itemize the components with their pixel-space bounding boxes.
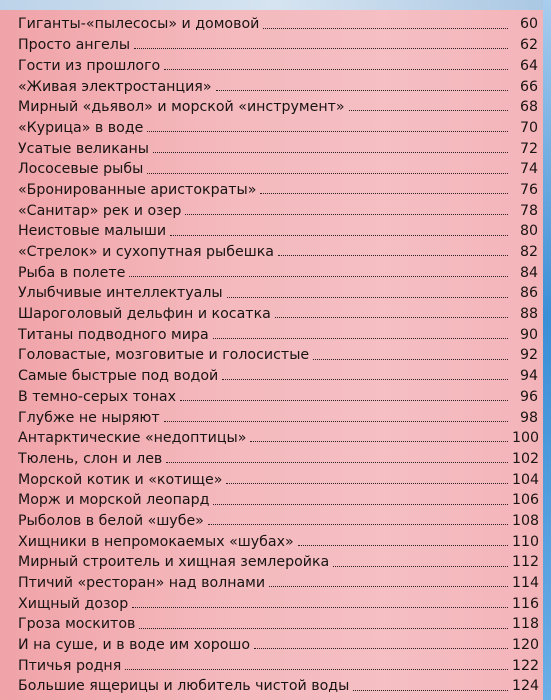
toc-entry-page-number: 106: [512, 492, 540, 509]
toc-entry-title: Самые быстрые под водой: [18, 368, 219, 385]
toc-entry: [18, 218, 538, 239]
toc-entry: [18, 508, 538, 529]
top-decorative-strip: [0, 0, 551, 10]
toc-entry: [18, 404, 538, 425]
toc-entry-title: Хищный дозор: [18, 595, 129, 612]
toc-entry-title: Рыболов в белой «шубе»: [18, 512, 204, 529]
toc-entry: [18, 570, 538, 591]
toc-entry-title: Мирный «дьявол» и морской «инструмент»: [18, 99, 345, 116]
toc-entry-title: «Санитар» рек и озер: [18, 202, 182, 219]
table-of-contents: [18, 11, 538, 694]
toc-entry-title: Птичья родня: [18, 657, 122, 674]
toc-entry-title: И на суше, и в воде им хорошо: [18, 637, 251, 654]
toc-entry: [18, 425, 538, 446]
toc-entry-page-number: 124: [512, 678, 540, 695]
dot-leader: [134, 47, 508, 49]
dot-leader: [125, 668, 508, 670]
toc-entry-title: Гости из прошлого: [18, 57, 161, 74]
toc-entry-page-number: 112: [512, 554, 540, 571]
toc-entry-page-number: 110: [512, 533, 540, 550]
toc-entry-page-number: 66: [519, 78, 538, 95]
toc-entry: [18, 445, 538, 466]
toc-entry-title: Большие ящерицы и любитель чистой воды: [18, 678, 350, 695]
dot-leader: [269, 585, 508, 587]
toc-entry-page-number: 114: [512, 575, 540, 592]
toc-entry-page-number: 90: [519, 326, 538, 343]
toc-entry: [18, 73, 538, 94]
dot-leader: [260, 192, 508, 194]
toc-entry: [18, 11, 538, 32]
dot-leader: [353, 689, 508, 691]
toc-entry-title: Тюлень, слон и лев: [18, 450, 163, 467]
toc-entry-title: Неистовые малыши: [18, 223, 167, 240]
dot-leader: [227, 296, 508, 298]
toc-entry-title: «Стрелок» и сухопутная рыбешка: [18, 244, 274, 261]
toc-entry-page-number: 96: [519, 388, 538, 405]
toc-entry-title: Гроза москитов: [18, 616, 136, 633]
dot-leader: [208, 523, 508, 525]
toc-entry: [18, 611, 538, 632]
dot-leader: [278, 254, 508, 256]
toc-entry-title: Хищники в непромокаемых «шубах»: [18, 533, 294, 550]
toc-entry: [18, 632, 538, 653]
toc-entry-page-number: 84: [519, 264, 538, 281]
dot-leader: [153, 151, 508, 153]
dot-leader: [349, 109, 508, 111]
toc-entry-title: Просто ангелы: [18, 37, 131, 54]
toc-entry: [18, 466, 538, 487]
toc-entry-title: «Курица» в воде: [18, 119, 144, 136]
toc-entry-title: «Бронированные аристократы»: [18, 181, 257, 198]
dot-leader: [170, 234, 508, 236]
toc-entry-page-number: 60: [519, 16, 538, 33]
dot-leader: [298, 544, 508, 546]
toc-entry: [18, 114, 538, 135]
toc-entry-page-number: 82: [519, 244, 538, 261]
toc-entry: [18, 177, 538, 198]
toc-entry-title: Головастые, мозговитые и голосистые: [18, 347, 310, 364]
toc-entry: [18, 487, 538, 508]
toc-entry: [18, 528, 538, 549]
toc-entry-title: Лососевые рыбы: [18, 161, 144, 178]
toc-entry: [18, 280, 538, 301]
dot-leader: [132, 606, 508, 608]
right-decorative-border: [543, 0, 551, 700]
toc-entry-page-number: 100: [512, 430, 540, 447]
dot-leader: [147, 172, 508, 174]
toc-entry-page-number: 86: [519, 285, 538, 302]
toc-entry: [18, 321, 538, 342]
dot-leader: [164, 68, 508, 70]
toc-entry: [18, 549, 538, 570]
toc-entry-title: Морж и морской леопард: [18, 492, 210, 509]
dot-leader: [180, 399, 508, 401]
toc-entry-page-number: 76: [519, 181, 538, 198]
toc-entry-title: Мирный строитель и хищная землеройка: [18, 554, 330, 571]
toc-entry: [18, 590, 538, 611]
toc-entry-page-number: 118: [512, 616, 540, 633]
dot-leader: [139, 627, 508, 629]
toc-entry-title: Шароголовый дельфин и косатка: [18, 306, 271, 323]
toc-entry-page-number: 120: [512, 637, 540, 654]
toc-entry: [18, 239, 538, 260]
toc-entry-title: В темно-серых тонах: [18, 388, 176, 405]
dot-leader: [313, 358, 508, 360]
toc-entry-title: Рыба в полете: [18, 264, 126, 281]
toc-entry-page-number: 80: [519, 223, 538, 240]
dot-leader: [254, 647, 508, 649]
dot-leader: [250, 440, 508, 442]
toc-entry: [18, 94, 538, 115]
toc-entry: [18, 135, 538, 156]
toc-entry-page-number: 122: [512, 657, 540, 674]
toc-entry-page-number: 74: [519, 161, 538, 178]
dot-leader: [275, 316, 508, 318]
toc-entry-page-number: 72: [519, 140, 538, 157]
toc-entry-page-number: 62: [519, 37, 538, 54]
dot-leader: [263, 27, 508, 29]
toc-entry-page-number: 94: [519, 368, 538, 385]
dot-leader: [216, 89, 508, 91]
toc-entry: [18, 342, 538, 363]
toc-entry: [18, 156, 538, 177]
dot-leader: [213, 503, 508, 505]
toc-entry-page-number: 116: [512, 595, 540, 612]
toc-entry-page-number: 102: [512, 450, 540, 467]
toc-entry-title: Глубже не ныряют: [18, 409, 160, 426]
toc-entry: [18, 363, 538, 384]
toc-entry-page-number: 108: [512, 512, 540, 529]
dot-leader: [213, 337, 508, 339]
toc-entry-title: Морской котик и «котище»: [18, 471, 223, 488]
toc-entry-title: Гиганты-«пылесосы» и домовой: [18, 16, 260, 33]
dot-leader: [129, 275, 508, 277]
dot-leader: [166, 461, 508, 463]
dot-leader: [226, 482, 508, 484]
toc-entry-page-number: 104: [512, 471, 540, 488]
toc-entry-title: «Живая электростанция»: [18, 78, 212, 95]
toc-entry-title: Улыбчивые интеллектуалы: [18, 285, 223, 302]
toc-entry-title: Титаны подводного мира: [18, 326, 209, 343]
dot-leader: [185, 213, 508, 215]
toc-entry-title: Усатые великаны: [18, 140, 149, 157]
toc-entry-page-number: 98: [519, 409, 538, 426]
dot-leader: [222, 378, 508, 380]
dot-leader: [164, 420, 508, 422]
toc-entry-title: Антарктические «недоптицы»: [18, 430, 247, 447]
dot-leader: [147, 130, 508, 132]
toc-entry-page-number: 88: [519, 306, 538, 323]
toc-entry: [18, 197, 538, 218]
toc-entry: [18, 652, 538, 673]
toc-entry: [18, 383, 538, 404]
toc-entry: [18, 52, 538, 73]
toc-entry-page-number: 78: [519, 202, 538, 219]
toc-entry-page-number: 92: [519, 347, 538, 364]
toc-entry-title: Птичий «ресторан» над волнами: [18, 575, 266, 592]
toc-entry: [18, 301, 538, 322]
dot-leader: [333, 565, 508, 567]
toc-entry: [18, 259, 538, 280]
toc-entry-page-number: 64: [519, 57, 538, 74]
toc-entry-page-number: 68: [519, 99, 538, 116]
toc-entry: [18, 673, 538, 694]
toc-entry: [18, 32, 538, 53]
toc-entry-page-number: 70: [519, 119, 538, 136]
